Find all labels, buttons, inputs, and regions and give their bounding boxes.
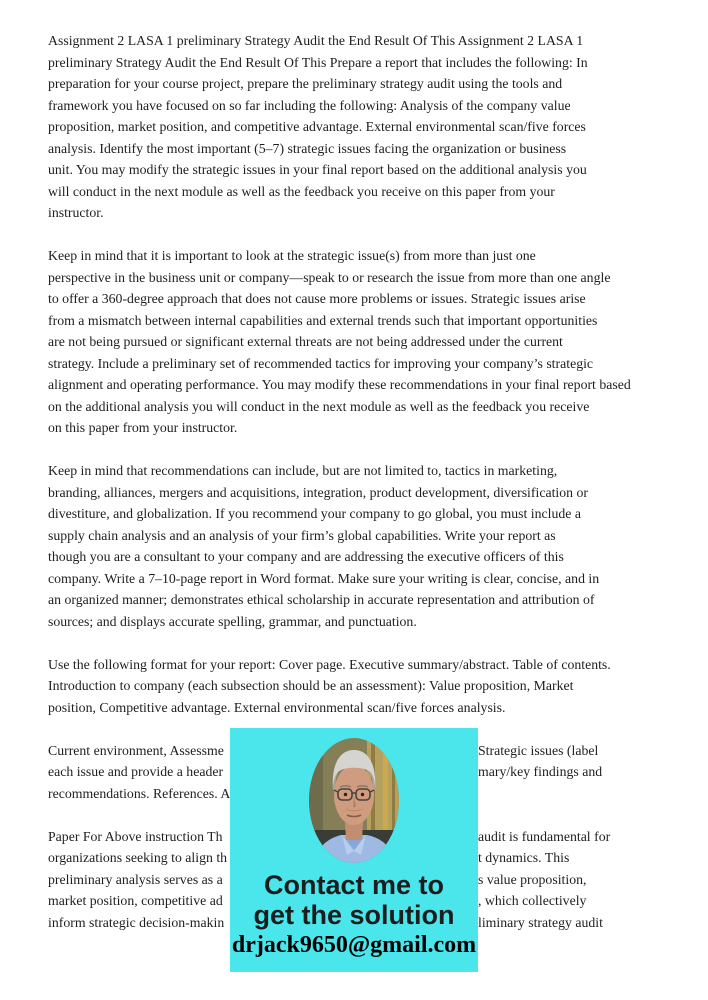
text-line: on this paper from your instructor.	[48, 420, 238, 435]
text-line: from a mismatch between internal capabilities and external trends such that important opportunities	[48, 312, 598, 328]
text-line: Assignment 2 LASA 1 preliminary Strategy Audit the End Result Of This Assignment 2 LASA 1	[48, 33, 584, 48]
text-fragment-right: , which collectively	[478, 893, 587, 908]
text-fragment-right: mary/key findings and	[478, 764, 603, 779]
text-fragment-left: organizations seeking to align th	[48, 850, 228, 865]
paragraph	[48, 245, 664, 439]
text-line: sources; and displays accurate spelling, grammar, and punctuation.	[48, 613, 417, 629]
text-line: preparation for your course project, prepare the preliminary strategy audit using the tools and	[48, 76, 563, 91]
text-line: alignment and operating performance. You may modify these recommendations in your final report based	[48, 377, 631, 392]
text-fragment-right: liminary strategy audit	[478, 914, 603, 930]
paragraph	[48, 460, 664, 632]
consultant-portrait-photo	[309, 738, 399, 863]
text-line: are not being pursued or significant external threats are not being addressed under the current	[48, 334, 563, 349]
text-line: strategy. Include a preliminary set of recommended tactics for improving your company’s strategic	[48, 355, 594, 371]
text-line: divestiture, and globalization. If you recommend your company to go global, you must include a	[48, 506, 581, 521]
text-line: to offer a 360-degree approach that does not cause more problems or issues. Strategic issues arise	[48, 291, 586, 306]
text-fragment-left: Current environment, Assessme	[48, 742, 224, 758]
text-line: framework you have focused on so far including the following: Analysis of the company value	[48, 97, 571, 113]
text-line: company. Write a 7–10-page report in Word format. Make sure your writing is clear, concise, and in	[48, 570, 600, 586]
text-line: preliminary Strategy Audit the End Result Of This Prepare a report that includes the following: In	[48, 54, 588, 70]
text-line: instructor.	[48, 205, 104, 220]
text-line: unit. You may modify the strategic issues in your final report based on the additional analysis you	[48, 162, 587, 177]
text-line: supply chain analysis and an analysis of your firm’s global capabilities. Write your report as	[48, 527, 556, 543]
text-line: position, Competitive advantage. External environmental scan/five forces analysis.	[48, 699, 506, 715]
text-line: Keep in mind that recommendations can include, but are not limited to, tactics in marketing,	[48, 463, 558, 478]
text-line: Use the following format for your report: Cover page. Executive summary/abstract. Table of contents.	[48, 656, 611, 672]
text-line: branding, alliances, mergers and acquisitions, integration, product development, diversification or	[48, 484, 588, 500]
paragraph	[48, 654, 664, 719]
text-line: on the additional analysis you will conduct in the next module as well as the feedback you receive	[48, 398, 590, 414]
text-line: an organized manner; demonstrates ethical scholarship in accurate representation and attribution of	[48, 592, 595, 607]
text-fragment-right: Strategic issues (label	[478, 742, 599, 758]
text-line: perspective in the business unit or company—speak to or research the issue from more than one angle	[48, 269, 611, 285]
contact-heading-line2: get the solution	[253, 900, 455, 930]
text-fragment-right: t dynamics. This	[478, 850, 570, 865]
text-fragment-left: market position, competitive ad	[48, 893, 223, 908]
paragraph	[48, 30, 664, 224]
text-line: Introduction to company (each subsection should be an assessment): Value proposition, Market	[48, 678, 574, 693]
text-line: will conduct in the next module as well as the feedback you receive on this paper from your	[48, 183, 555, 199]
text-line: proposition, market position, and competitive advantage. External environmental scan/five forces	[48, 119, 586, 134]
text-fragment-right: audit is fundamental for	[478, 828, 611, 844]
text-fragment-left: Paper For Above instruction Th	[48, 828, 223, 844]
contact-heading	[254, 870, 455, 930]
text-line: though you are a consultant to your company and are addressing the executive officers of this	[48, 549, 564, 564]
contact-email: drjack9650@gmail.com	[231, 932, 477, 958]
contact-overlay-card	[230, 728, 478, 972]
contact-heading-line1: Contact me to	[263, 870, 444, 900]
text-line: analysis. Identify the most important (5–7) strategic issues facing the organization or business	[48, 140, 567, 156]
text-fragment-left: recommendations. References. A	[48, 785, 231, 801]
text-fragment-left: preliminary analysis serves as a	[48, 871, 223, 887]
text-fragment-left: inform strategic decision-makin	[48, 914, 225, 930]
text-line: Keep in mind that it is important to look at the strategic issue(s) from more than just one	[48, 248, 536, 263]
text-fragment-right: s value proposition,	[478, 871, 587, 887]
portrait-illustration	[309, 738, 399, 863]
text-fragment-left: each issue and provide a header	[48, 764, 224, 779]
